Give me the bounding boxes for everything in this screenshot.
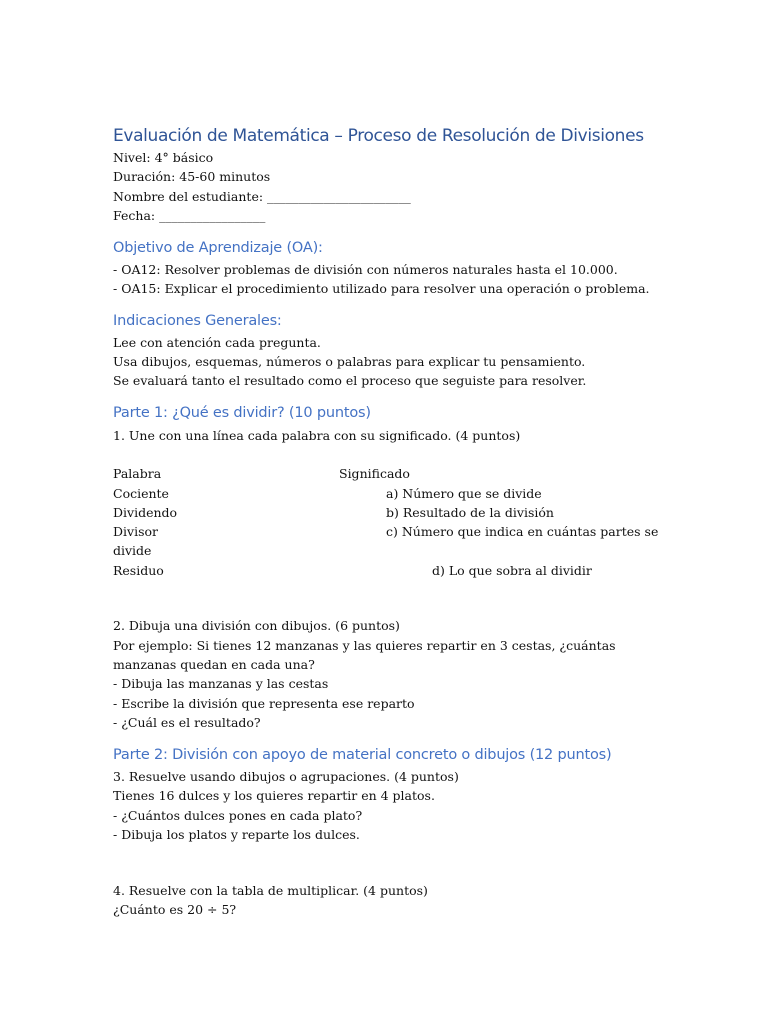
spacer [113, 445, 653, 464]
instruction-item: Lee con atención cada pregunta. [113, 334, 321, 350]
general-instructions-heading: Indicaciones Generales: [113, 312, 282, 329]
matching-meaning: d) Lo que sobra al dividir [432, 562, 592, 578]
duration-line: Duración: 45-60 minutos [113, 169, 271, 185]
matching-row [113, 561, 653, 580]
column-meaning-header: Significado [339, 466, 410, 482]
matching-meaning: b) Resultado de la división [386, 504, 554, 520]
part-2-heading: Parte 2: División con apoyo de material concreto o dibujos (12 puntos) [113, 747, 612, 764]
question-3-line: - Dibuja los platos y reparte los dulces. [113, 827, 360, 843]
document-page [113, 124, 659, 919]
matching-meaning: a) Número que se divide [386, 485, 542, 501]
question-3: 3. Resuelve usando dibujos o agrupaciones. (4 puntos) [113, 769, 459, 785]
matching-row [113, 503, 653, 522]
matching-word: Divisor [113, 524, 158, 540]
question-2-item: - Dibuja las manzanas y las cestas [113, 676, 329, 692]
instruction-item: Se evaluará tanto el resultado como el proceso que seguiste para resolver. [113, 373, 587, 389]
question-1: 1. Une con una línea cada palabra con su significado. (4 puntos) [113, 427, 521, 443]
student-name-line: Nombre del estudiante: _______________________ [113, 188, 411, 204]
matching-word: divide [113, 543, 152, 559]
matching-row [113, 541, 653, 560]
matching-word: Cociente [113, 485, 169, 501]
question-2: 2. Dibuja una división con dibujos. (6 puntos) [113, 618, 400, 634]
spacer [113, 599, 653, 616]
instruction-item: Usa dibujos, esquemas, números o palabras para explicar tu pensamiento. [113, 354, 586, 370]
oa-item: - OA12: Resolver problemas de división con números naturales hasta el 10.000. [113, 262, 618, 278]
level-line: Nivel: 4° básico [113, 150, 214, 165]
part-1-heading: Parte 1: ¿Qué es dividir? (10 puntos) [113, 404, 371, 421]
spacer [113, 580, 653, 599]
column-word-header: Palabra [113, 466, 162, 482]
spacer [113, 864, 653, 881]
learning-objective-heading: Objetivo de Aprendizaje (OA): [113, 240, 323, 257]
question-2-example: Por ejemplo: Si tienes 12 manzanas y las quieres repartir en 3 cestas, ¿cuántas manzanas quedan en cada una? [113, 637, 616, 672]
matching-row [113, 484, 653, 503]
spacer [113, 844, 653, 863]
date-line: Fecha: _________________ [113, 207, 266, 223]
matching-word: Dividendo [113, 504, 178, 520]
oa-item: - OA15: Explicar el procedimiento utilizado para resolver una operación o problema. [113, 281, 650, 297]
question-4-line: ¿Cuánto es 20 ÷ 5? [113, 901, 237, 917]
matching-meaning: c) Número que indica en cuántas partes se [386, 524, 659, 540]
question-3-line: Tienes 16 dulces y los quieres repartir en 4 platos. [113, 788, 435, 804]
question-2-item: - ¿Cuál es el resultado? [113, 714, 261, 730]
matching-word: Residuo [113, 562, 164, 578]
question-4: 4. Resuelve con la tabla de multiplicar. (4 puntos) [113, 882, 428, 898]
matching-row [113, 522, 659, 541]
document-title: Evaluación de Matemática – Proceso de Resolución de Divisiones [113, 126, 644, 146]
question-3-line: - ¿Cuántos dulces pones en cada plato? [113, 807, 363, 823]
matching-header-row [113, 464, 653, 483]
question-2-item: - Escribe la división que representa ese reparto [113, 695, 415, 711]
